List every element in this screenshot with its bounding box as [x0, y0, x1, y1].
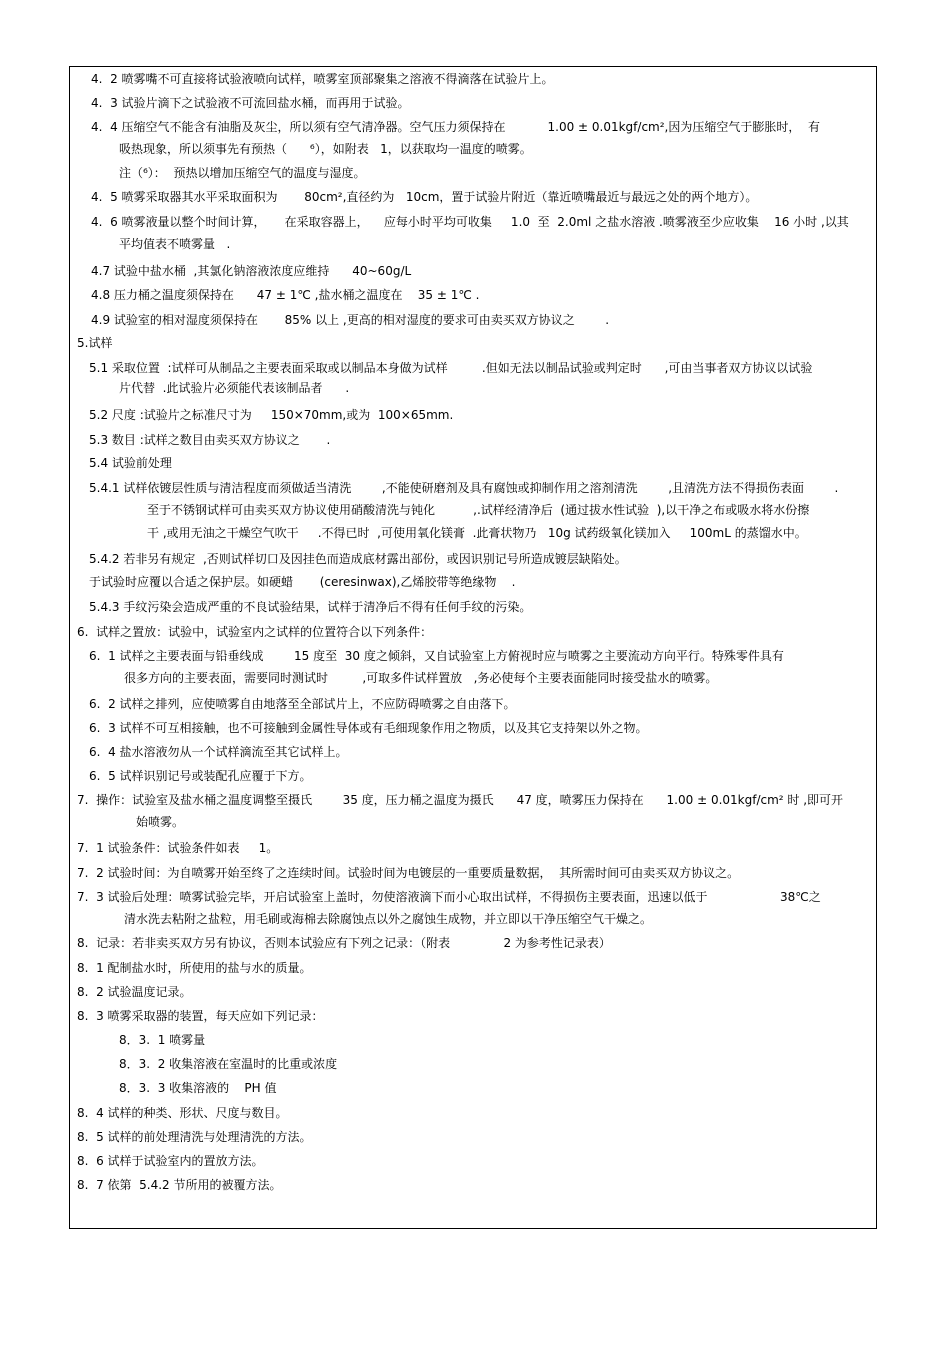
- text-line: 干 ,或用无油之干燥空气吹干 .不得已时 ,可使用氧化镁膏 .此膏状物乃 10g 试药级氧化镁加入 100mL 的蒸馏水中。: [147, 526, 807, 540]
- text-line: 8. 7 依第 5.4.2 节所用的被覆方法。: [77, 1178, 282, 1192]
- text-line: 4. 6 喷雾液量以整个时间计算， 在采取容器上， 应每小时平均可收集 1.0 至 2.0ml 之盐水溶液 .喷雾液至少应收集 16 小时 ,以其: [91, 215, 849, 229]
- text-line: 7. 3 试验后处理：喷雾试验完毕，开启试验室上盖时，勿使溶液滴下而小心取出试样，不得损伤主要表面，迅速以低于 38℃之: [77, 890, 821, 904]
- text-line: 8. 1 配制盐水时，所使用的盐与水的质量。: [77, 961, 312, 975]
- text-line: 4. 4 压缩空气不能含有油脂及灰尘，所以须有空气清净器。空气压力须保持在 1.00 ± 0.01kgf/cm²,因为压缩空气于膨胀时， 有: [91, 120, 820, 134]
- text-line: 5.3 数目 :试样之数目由卖买双方协议之 .: [89, 433, 331, 447]
- text-line: 5.4.1 试样依镀层性质与清洁程度而须做适当清洗 ,不能使研磨剂及具有腐蚀或抑制作用之溶剂清洗 ,且清洗方法不得损伤表面 .: [89, 481, 839, 495]
- text-line: 6. 1 试样之主要表面与铅垂线成 15 度至 30 度之倾斜，又自试验室上方俯视时应与喷雾之主要流动方向平行。特殊零件具有: [89, 649, 784, 663]
- text-line: 很多方向的主要表面，需要同时测试时 ,可取多件试样置放 ,务必使每个主要表面能同时接受盐水的喷雾。: [124, 671, 718, 685]
- text-line: 5.2 尺度 :试验片之标准尺寸为 150×70mm,或为 100×65mm.: [89, 408, 454, 422]
- text-line: 8．3. 1 喷雾量: [119, 1033, 206, 1047]
- text-line: 7. 1 试验条件：试验条件如表 1。: [77, 841, 279, 855]
- text-line: 5.4.3 手纹污染会造成严重的不良试验结果，试样于清净后不得有任何手纹的污染。: [89, 600, 532, 614]
- text-line: 8. 3 喷雾采取器的装置，每天应如下列记录：: [77, 1009, 324, 1023]
- text-line: 4. 3 试验片滴下之试验液不可流回盐水桶，而再用于试验。: [91, 96, 410, 110]
- text-line: 4.8 压力桶之温度须保持在 47 ± 1℃ ,盐水桶之温度在 35 ± 1℃ .: [91, 288, 480, 302]
- text-line: 片代替 .此试验片必须能代表该制品者 .: [119, 381, 350, 395]
- text-line: 8. 4 试样的种类、形状、尺度与数目。: [77, 1106, 288, 1120]
- text-line: 8. 5 试样的前处理清洗与处理清洗的方法。: [77, 1130, 312, 1144]
- text-line: 8．3. 3 收集溶液的 PH 值: [119, 1081, 277, 1095]
- text-line: 8. 2 试验温度记录。: [77, 985, 192, 999]
- text-line: 4.7 试验中盐水桶 ,其氯化钠溶液浓度应维持 40~60g/L: [91, 264, 412, 278]
- text-line: 6. 试样之置放：试验中，试验室内之试样的位置符合以下列条件：: [77, 625, 433, 639]
- text-line: 清水洗去粘附之盐粒，用毛刷或海棉去除腐蚀点以外之腐蚀生成物，并立即以干净压缩空气干燥之。: [124, 912, 653, 926]
- text-line: 始喷雾。: [136, 815, 185, 829]
- text-line: 4. 2 喷雾嘴不可直接将试验液喷向试样，喷雾室顶部聚集之溶液不得滴落在试验片上。: [91, 72, 554, 86]
- text-line: 平均值表不喷雾量 .: [119, 237, 231, 251]
- text-line: 6. 4 盐水溶液勿从一个试样滴流至其它试样上。: [89, 745, 348, 759]
- text-line: 8. 记录：若非卖买双方另有协议，否则本试验应有下列之记录：（附表 2 为参考性记录表）: [77, 936, 611, 950]
- text-line: 7. 操作：试验室及盐水桶之温度调整至摄氏 35 度，压力桶之温度为摄氏 47 度，喷雾压力保持在 1.00 ± 0.01kgf/cm² 时 ,即可开: [77, 793, 844, 807]
- text-line: 5.试样: [77, 336, 113, 350]
- text-line: 8. 6 试样于试验室内的置放方法。: [77, 1154, 264, 1168]
- text-line: 6. 3 试样不可互相接触，也不可接触到金属性导体或有毛细现象作用之物质，以及其它支持架以外之物。: [89, 721, 648, 735]
- text-line: 5.4.2 若非另有规定 ,否则试样切口及因挂色而造成底材露出部份，或因识别记号所造成镀层缺陷处。: [89, 552, 627, 566]
- text-line: 5.4 试验前处理: [89, 456, 172, 470]
- text-line: 5.1 采取位置 :试样可从制品之主要表面采取或以制品本身做为试样 .但如无法以制品试验或判定时 ,可由当事者双方协议以试验: [89, 361, 813, 375]
- text-line: 8．3. 2 收集溶液在室温时的比重或浓度: [119, 1057, 338, 1071]
- text-line: 6. 2 试样之排列，应使喷雾自由地落至全部试片上，不应防碍喷雾之自由落下。: [89, 697, 516, 711]
- text-line: 吸热现象，所以须事先有预热（ ⁶），如附表 1，以获取均一温度的喷雾。: [119, 142, 532, 156]
- text-line: 于试验时应覆以合适之保护层。如硬蜡 (ceresinwax),乙烯胶带等绝缘物 .: [89, 575, 516, 589]
- text-line: 4.9 试验室的相对湿度须保持在 85% 以上 ,更高的相对湿度的要求可由卖买双方协议之 .: [91, 313, 610, 327]
- text-line: 注（⁶）： 预热以增加压缩空气的温度与湿度。: [119, 166, 366, 180]
- text-line: 至于不锈钢试样可由卖买双方协议使用硝酸清洗与钝化 ,.试样经清净后 (通过拔水性试验 ),以干净之布或吸水将水份擦: [147, 503, 810, 517]
- text-line: 4. 5 喷雾采取器其水平采取面积为 80cm²,直径约为 10cm，置于试验片附近（靠近喷嘴最近与最远之处的两个地方）。: [91, 190, 758, 204]
- text-line: 7. 2 试验时间：为自喷雾开始至终了之连续时间。试验时间为电镀层的一重要质量数据， 其所需时间可由卖买双方协议之。: [77, 866, 740, 880]
- text-line: 6. 5 试样识别记号或装配孔应覆于下方。: [89, 769, 312, 783]
